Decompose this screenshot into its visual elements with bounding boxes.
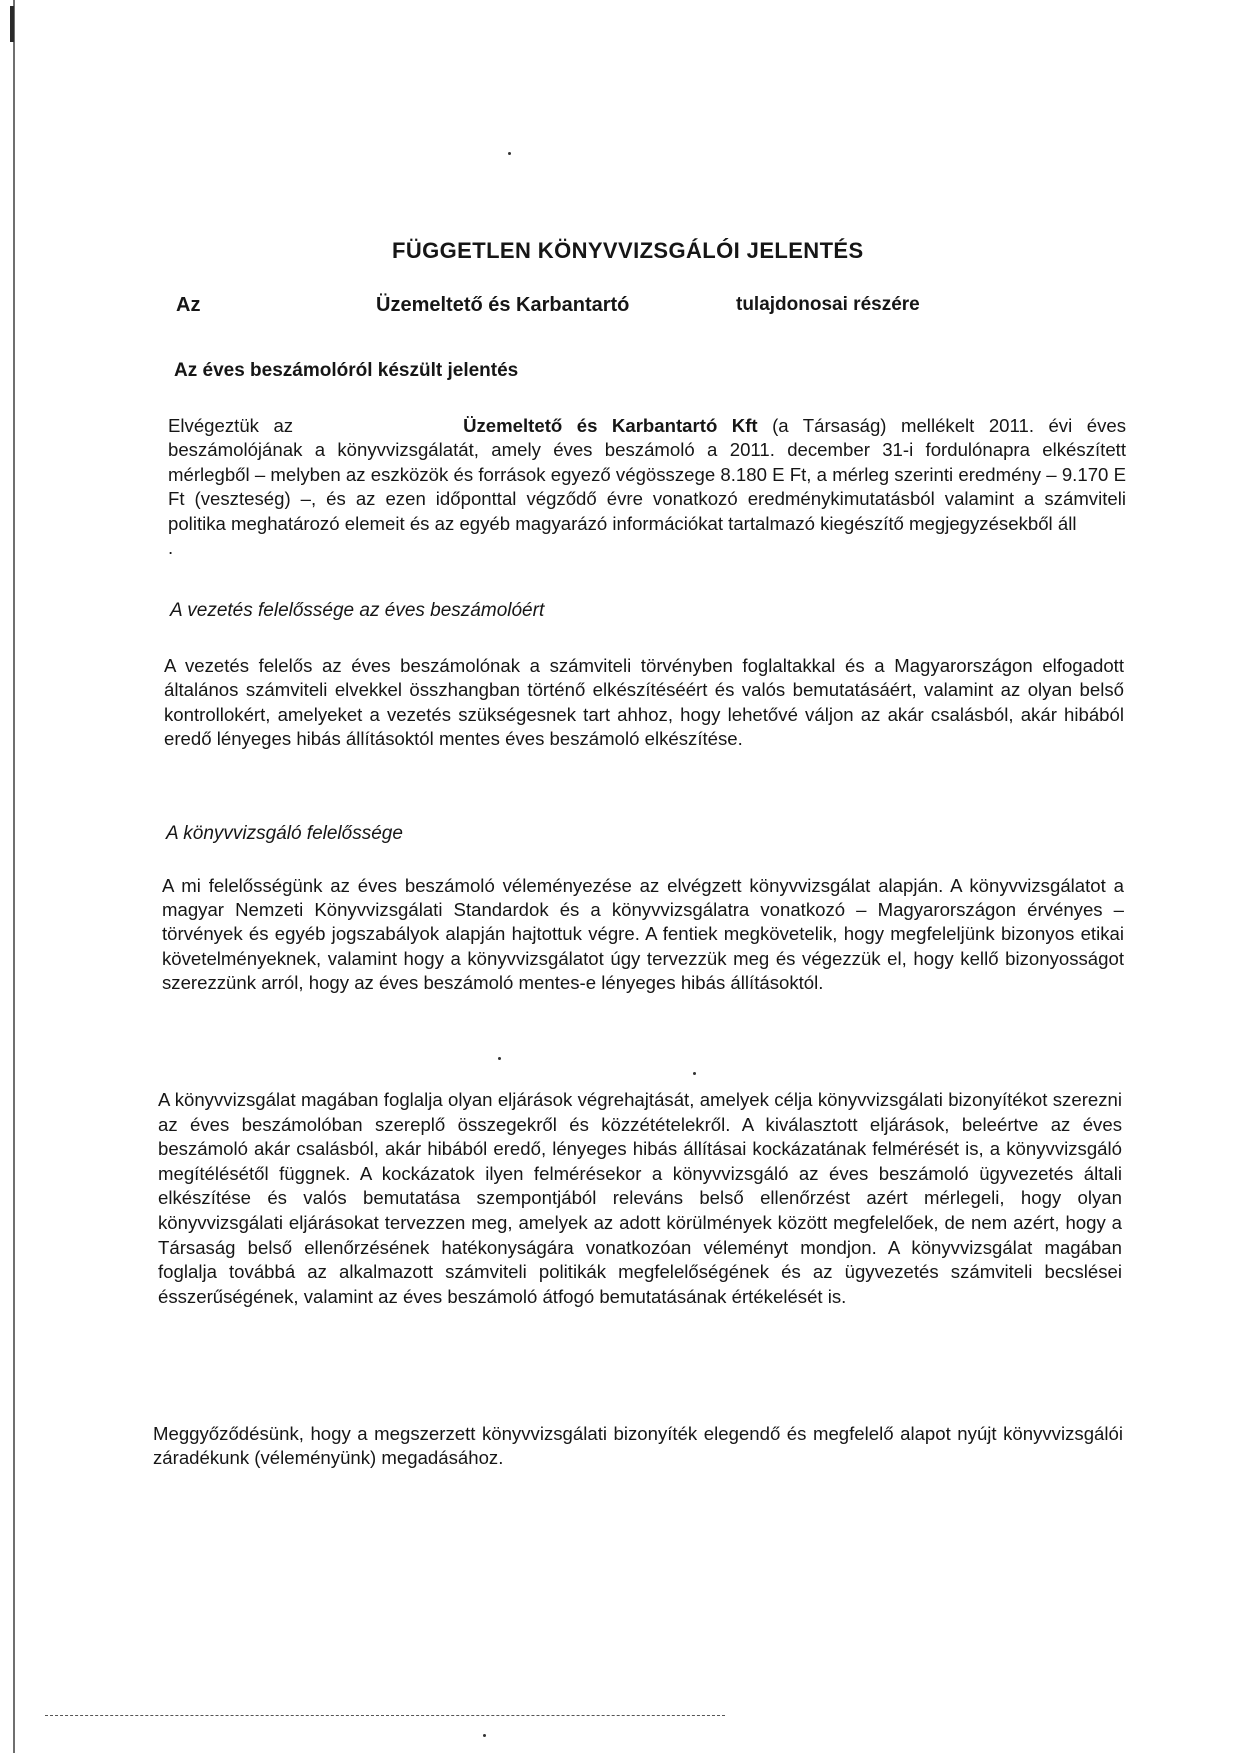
auditor-paragraph-3: Meggyőződésünk, hogy a megszerzett könyvvizsgálati bizonyíték elegendő és megfelelő alapot nyújt könyvvizsgálói záradékunk (véleményünk) megadásához. <box>153 1423 1123 1469</box>
scan-speck <box>508 152 511 155</box>
addressee-prefix: Az <box>176 294 201 316</box>
report-title: FÜGGETLEN KÖNYVVIZSGÁLÓI JELENTÉS <box>392 238 864 263</box>
intro-after: (a Társaság) mellékelt 2011. évi éves beszámolójának a könyvvizsgálatát, amely éves beszámoló a 2011. december 31-i fordulónapra elkészített mérlegből – melyben az eszközök és források egyező végösszege 8.180 E Ft, a mérleg szerinti eredmény – 9.170 E Ft (veszteség) –, és az ezen időponttal végződő évre vonatkozó eredménykimutatásból valamint a számviteli politika meghatározó elemeit és az egyéb magyarázó információkat tartalmazó kiegészítő megjegyzésekből áll <box>168 415 1126 534</box>
management-heading: A vezetés felelőssége az éves beszámolóért <box>170 600 545 621</box>
intro-before: Elvégeztük az <box>168 415 294 436</box>
addressee-company: Üzemeltető és Karbantartó <box>376 294 630 316</box>
auditor-paragraph-1: A mi felelősségünk az éves beszámoló véleményezése az elvégzett könyvvizsgálat alapján. A könyvvizsgálatot a magyar Nemzeti Könyvvizsgálati Standardok és a könyvvizsgálatra vonatkozó – Magyarországon érvényes – törvények és egyéb jogszabályok alapján hajtottuk végre. A fentiek megkövetelik, hogy megfeleljünk bizonyos etikai követelményeknek, valamint hogy a könyvvizsgálatot úgy tervezzük meg és végezzük el, hogy kellő bizonyosságot szerezzünk arról, hogy az éves beszámoló mentes-e lényeges hibás állításoktól. <box>162 875 1124 993</box>
intro-trailing-dot: . <box>168 537 174 559</box>
scan-speck <box>483 1734 486 1737</box>
intro-paragraph <box>168 414 1126 560</box>
addressee-line <box>176 294 1056 320</box>
auditor-heading: A könyvvizsgáló felelőssége <box>166 823 403 844</box>
management-paragraph: A vezetés felelős az éves beszámolónak a számviteli törvényben foglaltakkal és a Magyarországon elfogadott általános számviteli elvekkel összhangban történő elkészítéséért és valós bemutatásáért, valamint az olyan belső kontrollokért, amelyeket a vezetés szükségesnek tart ahhoz, hogy lehetővé váljon az akár csalásból, akár hibából eredő lényeges hibás állításoktól mentes éves beszámoló elkészítése. <box>164 655 1124 750</box>
scan-speck <box>693 1072 696 1075</box>
scan-edge-mark <box>10 6 14 42</box>
intro-company: Üzemeltető és Karbantartó Kft <box>463 415 758 436</box>
auditor-paragraph-2: A könyvvizsgálat magában foglalja olyan eljárások végrehajtását, amelyek célja könyvvizsgálati bizonyítékot szerezni az éves beszámolóban szereplő összegekről és közzétételekről. A kiválasztott eljárások, beleértve az éves beszámoló akár csalásból, akár hibából eredő, lényeges hibás állításai kockázatának felmérését is, a könyvvizsgáló megítélésétől függnek. A kockázatok ilyen felmérésekor a könyvvizsgáló az éves beszámoló ügyvezetés általi elkészítése és valós bemutatása szempontjából releváns belső ellenőrzést azért mérlegeli, hogy olyan könyvvizsgálati eljárásokat tervezzen meg, amelyek az adott körülmények között megfelelőek, de nem azért, hogy a Társaság belső ellenőrzésének hatékonyságára vonatkozóan véleményt mondjon. A könyvvizsgálat magában foglalja továbbá az alkalmazott számviteli politikák megfelelőségének és az ügyvezetés számviteli becslései ésszerűségének, valamint az éves beszámoló átfogó bemutatásának értékelését is. <box>158 1089 1122 1307</box>
section-heading: Az éves beszámolóról készült jelentés <box>174 360 519 381</box>
footer-rule <box>45 1715 725 1716</box>
scan-speck <box>498 1057 501 1060</box>
addressee-suffix: tulajdonosai részére <box>736 294 920 315</box>
scan-edge-line <box>13 0 15 1753</box>
